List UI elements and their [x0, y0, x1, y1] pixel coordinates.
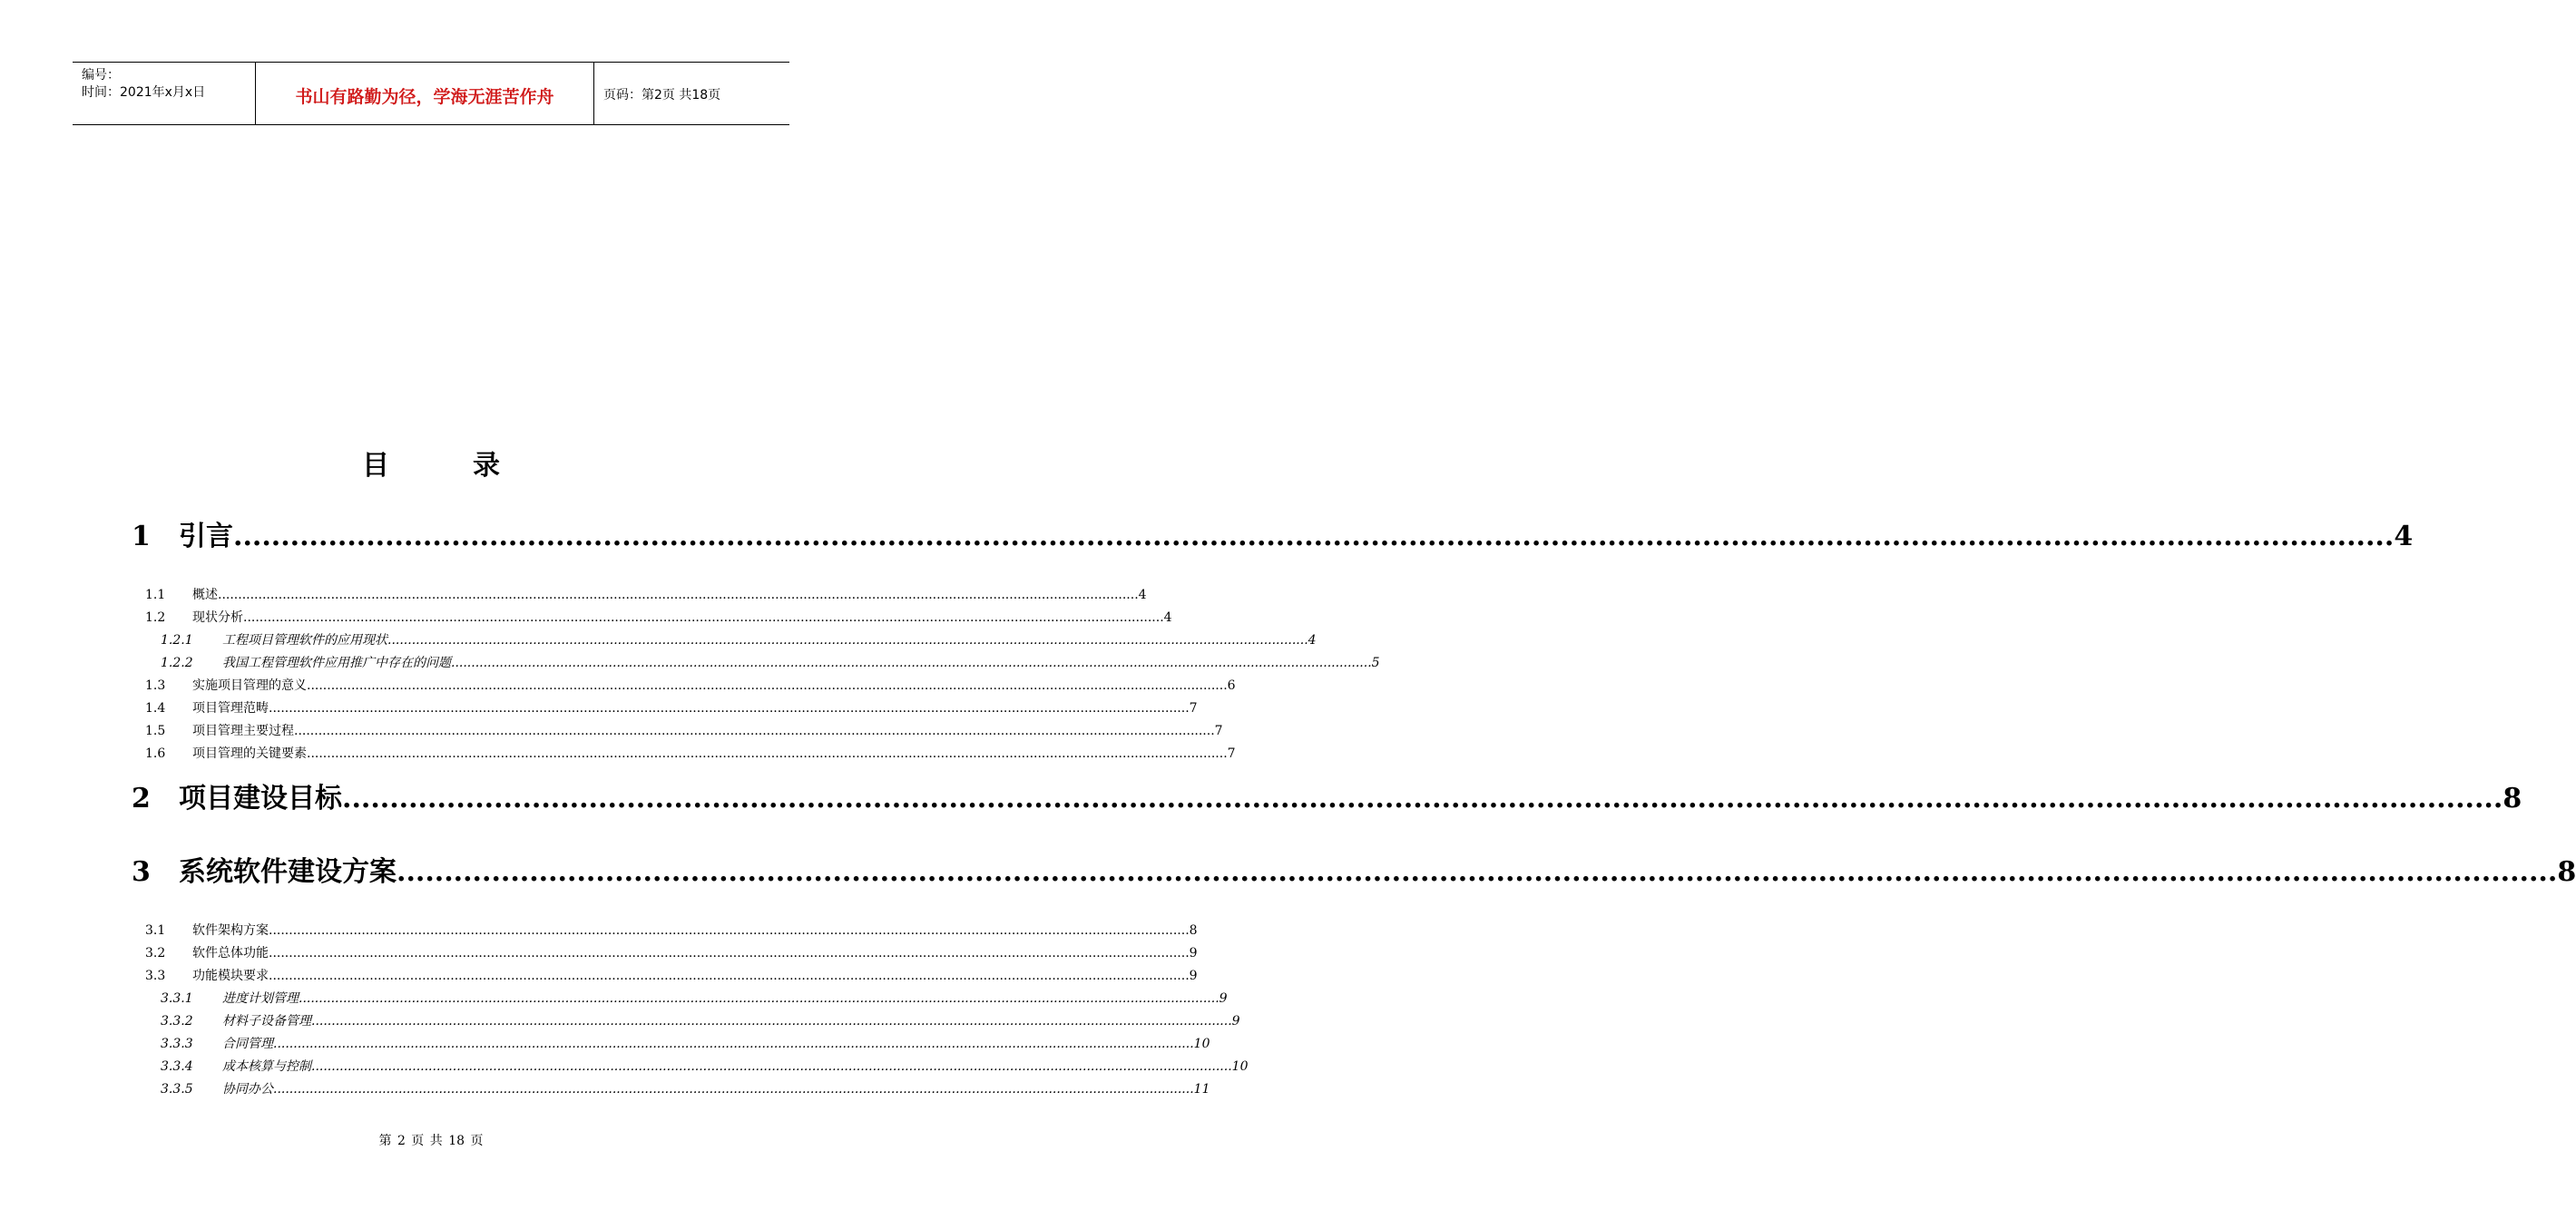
toc-entry-3-3-5[interactable]	[161, 1079, 1210, 1097]
page-footer: 第 2 页 共 18 页	[378, 1134, 484, 1148]
toc-entry-number: 1.3	[145, 678, 166, 693]
toc-title	[0, 443, 862, 483]
toc-entry-3-1[interactable]	[145, 921, 1198, 939]
number-label: 编号：	[82, 68, 120, 83]
toc-entry-text: 系统软件建设方案	[179, 856, 397, 888]
toc-entry-3-3-1[interactable]	[161, 989, 1228, 1007]
toc-entry-text: 成本核算与控制	[222, 1059, 311, 1074]
toc-leader-dots: ....................................................................................................................................................................................................................................	[233, 521, 2395, 552]
toc-entry-text: 协同办公	[222, 1082, 273, 1097]
toc-entry-3-3-4[interactable]	[161, 1057, 1249, 1075]
motto: 书山有路勤为径，学海无涯苦作舟	[295, 87, 554, 107]
toc-entry-page: 4	[2394, 521, 2414, 552]
toc-entry-page: 7	[1227, 746, 1236, 761]
toc-entry-3[interactable]	[132, 849, 2576, 889]
toc-entry-number: 3.3.1	[161, 991, 193, 1006]
toc-leader-dots: ....................................................................................................................................................................................................................................	[273, 1082, 1194, 1097]
toc-entry-number: 3.3.2	[161, 1014, 193, 1029]
toc-entry-text: 概述	[192, 588, 218, 602]
toc-entry-text: 我国工程管理软件应用推广中存在的问题	[222, 656, 451, 670]
time-label: 时间：2021年x月x日	[82, 85, 206, 100]
toc-leader-dots: ....................................................................................................................................................................................................................................	[387, 633, 1308, 648]
toc-entry-page: 9	[1189, 946, 1198, 961]
toc-entry-page: 11	[1193, 1082, 1210, 1097]
toc-entry-page: 10	[1193, 1037, 1210, 1051]
toc-entry-text: 项目管理主要过程	[192, 724, 294, 738]
toc-leader-dots: ....................................................................................................................................................................................................................................	[269, 969, 1190, 983]
toc-leader-dots: ....................................................................................................................................................................................................................................	[299, 991, 1219, 1006]
toc-entry-number: 3.3.4	[161, 1059, 193, 1074]
toc-entry-text: 实施项目管理的意义	[192, 678, 307, 693]
header-page-cell	[594, 63, 789, 124]
toc-entry-1-5[interactable]	[145, 721, 1223, 739]
toc-title-char-1: 目	[362, 450, 389, 482]
toc-entry-text: 软件架构方案	[192, 923, 269, 938]
toc-entry-1-2-1[interactable]	[161, 630, 1317, 649]
toc-leader-dots: ....................................................................................................................................................................................................................................	[451, 656, 1372, 670]
toc-leader-dots: ....................................................................................................................................................................................................................................	[307, 746, 1228, 761]
toc-entry-3-3-3[interactable]	[161, 1034, 1210, 1052]
toc-entry-page: 8	[2503, 783, 2522, 814]
toc-leader-dots: ....................................................................................................................................................................................................................................	[218, 588, 1139, 602]
toc-entry-number: 3.3.3	[161, 1037, 193, 1051]
toc-entry-1[interactable]	[132, 513, 2414, 553]
toc-entry-page: 9	[1189, 969, 1198, 983]
toc-leader-dots: ....................................................................................................................................................................................................................................	[311, 1059, 1232, 1074]
toc-entry-page: 4	[1163, 610, 1172, 625]
toc-leader-dots: ....................................................................................................................................................................................................................................	[269, 701, 1190, 716]
toc-entry-number: 1.2.1	[161, 633, 193, 648]
toc-leader-dots: ....................................................................................................................................................................................................................................	[269, 946, 1190, 961]
toc-leader-dots: ....................................................................................................................................................................................................................................	[342, 783, 2503, 814]
toc-entry-number: 1.2.2	[161, 656, 193, 670]
toc-entry-text: 材料子设备管理	[222, 1014, 311, 1029]
toc-entry-page: 5	[1371, 656, 1380, 670]
toc-entry-page: 8	[1189, 923, 1198, 938]
toc-entry-number: 3.2	[145, 946, 166, 961]
toc-entry-number: 1	[132, 521, 151, 552]
toc-entry-text: 软件总体功能	[192, 946, 269, 961]
toc-entry-1-1[interactable]	[145, 585, 1147, 603]
header-page-label: 页码：第2页 共18页	[603, 88, 721, 102]
toc-entry-number: 3.3	[145, 969, 166, 983]
toc-entry-number: 1.6	[145, 746, 166, 761]
toc-entry-number: 2	[132, 783, 151, 814]
toc-entry-1-2-2[interactable]	[161, 653, 1380, 671]
toc-leader-dots: ....................................................................................................................................................................................................................................	[307, 678, 1228, 693]
toc-entry-3-3[interactable]	[145, 966, 1198, 984]
toc-entry-page: 8	[2557, 856, 2576, 888]
toc-leader-dots: ....................................................................................................................................................................................................................................	[273, 1037, 1194, 1051]
toc-leader-dots: ....................................................................................................................................................................................................................................	[294, 724, 1215, 738]
toc-entry-number: 1.2	[145, 610, 166, 625]
toc-entry-3-2[interactable]	[145, 943, 1198, 961]
toc-entry-text: 项目管理范畴	[192, 701, 269, 716]
header-motto-cell	[256, 63, 594, 124]
toc-entry-text: 合同管理	[222, 1037, 273, 1051]
toc-entry-number: 3.1	[145, 923, 166, 938]
toc-entry-2[interactable]	[132, 775, 2522, 815]
toc-leader-dots: ....................................................................................................................................................................................................................................	[243, 610, 1164, 625]
toc-entry-number: 3	[132, 856, 151, 888]
toc-entry-number: 3.3.5	[161, 1082, 193, 1097]
toc-leader-dots: ....................................................................................................................................................................................................................................	[269, 923, 1190, 938]
toc-entry-page: 4	[1308, 633, 1317, 648]
toc-entry-page: 9	[1231, 1014, 1240, 1029]
toc-entry-page: 4	[1138, 588, 1147, 602]
toc-entry-1-6[interactable]	[145, 744, 1236, 762]
toc-entry-number: 1.5	[145, 724, 166, 738]
header-info-cell	[73, 63, 256, 124]
toc-entry-text: 项目建设目标	[179, 783, 342, 814]
toc-title-char-2: 录	[473, 450, 500, 482]
toc-entry-text: 引言	[179, 521, 233, 552]
toc-entry-1-2[interactable]	[145, 608, 1172, 626]
toc-entry-page: 9	[1219, 991, 1228, 1006]
toc-entry-1-3[interactable]	[145, 676, 1236, 694]
toc-entry-text: 功能模块要求	[192, 969, 269, 983]
toc-entry-page: 7	[1214, 724, 1223, 738]
toc-entry-text: 现状分析	[192, 610, 243, 625]
toc-entry-text: 进度计划管理	[222, 991, 299, 1006]
toc-entry-page: 10	[1231, 1059, 1249, 1074]
toc-entry-1-4[interactable]	[145, 698, 1198, 717]
toc-entry-text: 工程项目管理软件的应用现状	[222, 633, 387, 648]
toc-entry-text: 项目管理的关键要素	[192, 746, 307, 761]
toc-entry-page: 6	[1227, 678, 1236, 693]
page-header	[73, 62, 789, 125]
toc-entry-number: 1.4	[145, 701, 166, 716]
toc-entry-number: 1.1	[145, 588, 166, 602]
toc-leader-dots: ....................................................................................................................................................................................................................................	[311, 1014, 1232, 1029]
toc-entry-page: 7	[1189, 701, 1198, 716]
toc-leader-dots: ....................................................................................................................................................................................................................................	[397, 856, 2558, 888]
toc-entry-3-3-2[interactable]	[161, 1011, 1240, 1029]
